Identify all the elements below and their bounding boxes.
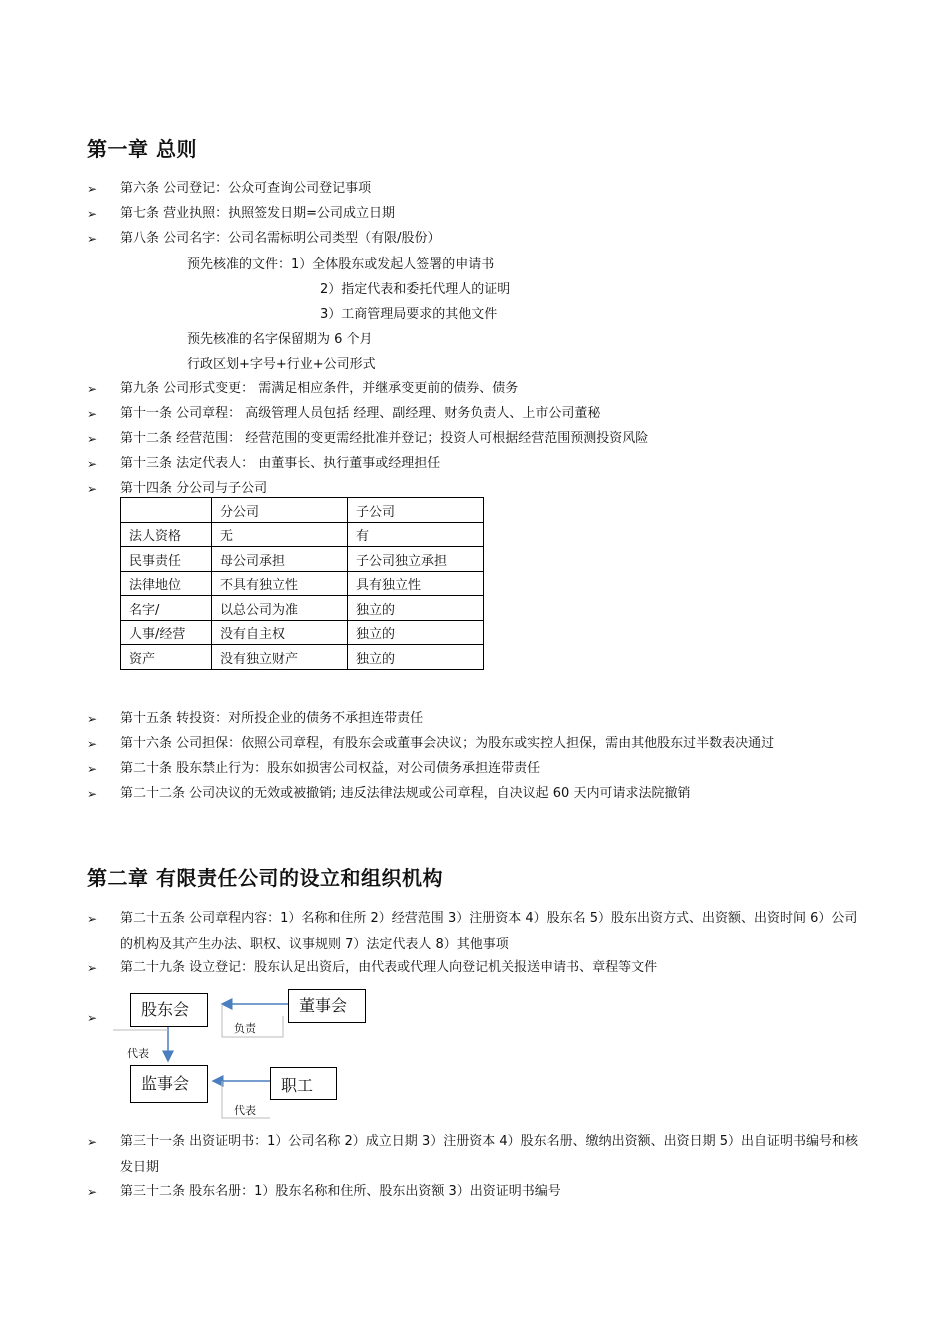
table-cell: 名字/ — [121, 596, 212, 621]
label-represent: 代表 — [234, 1104, 256, 1117]
table-cell: 无 — [212, 522, 348, 547]
list-item: 第八条 公司名字：公司名需标明公司类型（有限/股份） — [120, 231, 441, 246]
list-item: 第三十一条 出资证明书：1）公司名称 2）成立日期 3）注册资本 4）股东名册、缴纳出资额、出资日期 5）出自证明书编号和核发日期 — [120, 1134, 859, 1175]
table-cell: 以总公司为准 — [212, 596, 348, 621]
sub-line: 3）工商管理局要求的其他文件 — [320, 307, 498, 322]
bullet-icon: ➢ — [87, 762, 98, 776]
bullet-icon: ➢ — [87, 407, 98, 421]
table-cell: 独立的 — [348, 645, 484, 670]
list-item: 第十五条 转投资：对所投企业的债务不承担连带责任 — [120, 711, 424, 726]
bullet-icon: ➢ — [87, 482, 98, 496]
list-item: 第九条 公司形式变更： 需满足相应条件，并继承变更前的债券、债务 — [120, 381, 519, 396]
list-item: 第七条 营业执照：执照签发日期=公司成立日期 — [120, 206, 396, 221]
table-cell: 资产 — [121, 645, 212, 670]
list-item: 第十一条 公司章程： 高级管理人员包括 经理、副经理、财务负责人、上市公司董秘 — [120, 406, 601, 421]
list-item: 第二十条 股东禁止行为：股东如损害公司权益，对公司债务承担连带责任 — [120, 761, 541, 776]
table-cell: 法律地位 — [121, 571, 212, 596]
table-cell: 民事责任 — [121, 547, 212, 572]
list-item: 第六条 公司登记：公众可查询公司登记事项 — [120, 181, 372, 196]
table-cell: 子公司独立承担 — [348, 547, 484, 572]
list-item: 第三十二条 股东名册：1）股东名称和住所、股东出资额 3）出资证明书编号 — [120, 1184, 561, 1199]
table-cell: 人事/经营 — [121, 620, 212, 645]
bullet-icon: ➢ — [87, 1135, 98, 1149]
supervisors-box: 监事会 — [130, 1065, 208, 1103]
bullet-icon: ➢ — [87, 1011, 98, 1025]
bullet-icon: ➢ — [87, 787, 98, 801]
bullet-icon: ➢ — [87, 432, 98, 446]
sub-line: 预先核准的名字保留期为 6 个月 — [187, 332, 373, 347]
table-cell: 独立的 — [348, 596, 484, 621]
shareholders-box: 股东会 — [130, 993, 208, 1027]
table-cell: 独立的 — [348, 620, 484, 645]
board-box: 董事会 — [288, 989, 366, 1023]
sub-line: 2）指定代表和委托代理人的证明 — [320, 282, 511, 297]
list-item: 第十二条 经营范围： 经营范围的变更需经批准并登记；投资人可根据经营范围预测投资风险 — [120, 431, 649, 446]
table-cell: 没有独立财产 — [212, 645, 348, 670]
bullet-icon: ➢ — [87, 1185, 98, 1199]
label-represent: 代表 — [127, 1047, 149, 1060]
table-cell: 子公司 — [348, 498, 484, 523]
table-cell: 母公司承担 — [212, 547, 348, 572]
table-cell: 分公司 — [212, 498, 348, 523]
list-item: 第二十五条 公司章程内容：1）名称和住所 2）经营范围 3）注册资本 4）股东名 5）股东出资方式、出资额、出资时间 6）公司的机构及其产生办法、职权、议事规则 7）法定代表人 8）其他事项 — [120, 911, 858, 952]
bullet-icon: ➢ — [87, 457, 98, 471]
table-cell: 有 — [348, 522, 484, 547]
list-item: 第十三条 法定代表人： 由董事长、执行董事或经理担任 — [120, 456, 441, 471]
bullet-icon: ➢ — [87, 182, 98, 196]
list-item: 第二十二条 公司决议的无效或被撤销; 违反法律法规或公司章程，自决议起 60 天内可请求法院撤销 — [120, 786, 691, 801]
table-cell: 不具有独立性 — [212, 571, 348, 596]
table-cell: 法人资格 — [121, 522, 212, 547]
bullet-icon: ➢ — [87, 382, 98, 396]
sub-line: 行政区划+字号+行业+公司形式 — [187, 357, 376, 372]
table-cell: 具有独立性 — [348, 571, 484, 596]
sub-line: 预先核准的文件：1）全体股东或发起人签署的申请书 — [187, 257, 495, 272]
bullet-icon: ➢ — [87, 712, 98, 726]
chapter-2-title: 第二章 有限责任公司的设立和组织机构 — [87, 866, 443, 890]
list-item: 第十四条 分公司与子公司 — [120, 481, 268, 496]
list-item: 第二十九条 设立登记：股东认足出资后，由代表或代理人向登记机关报送申请书、章程等文件 — [120, 960, 658, 975]
bullet-icon: ➢ — [87, 961, 98, 975]
bullet-icon: ➢ — [87, 207, 98, 221]
label-responsible: 负责 — [234, 1022, 256, 1035]
table-cell: 没有自主权 — [212, 620, 348, 645]
bullet-icon: ➢ — [87, 912, 98, 926]
staff-box: 职工 — [270, 1067, 337, 1100]
chapter-1-title: 第一章 总则 — [87, 137, 197, 161]
bullet-icon: ➢ — [87, 737, 98, 751]
list-item: 第十六条 公司担保：依照公司章程，有股东会或董事会决议；为股东或实控人担保，需由其他股东过半数表决通过 — [120, 736, 775, 751]
bullet-icon: ➢ — [87, 232, 98, 246]
